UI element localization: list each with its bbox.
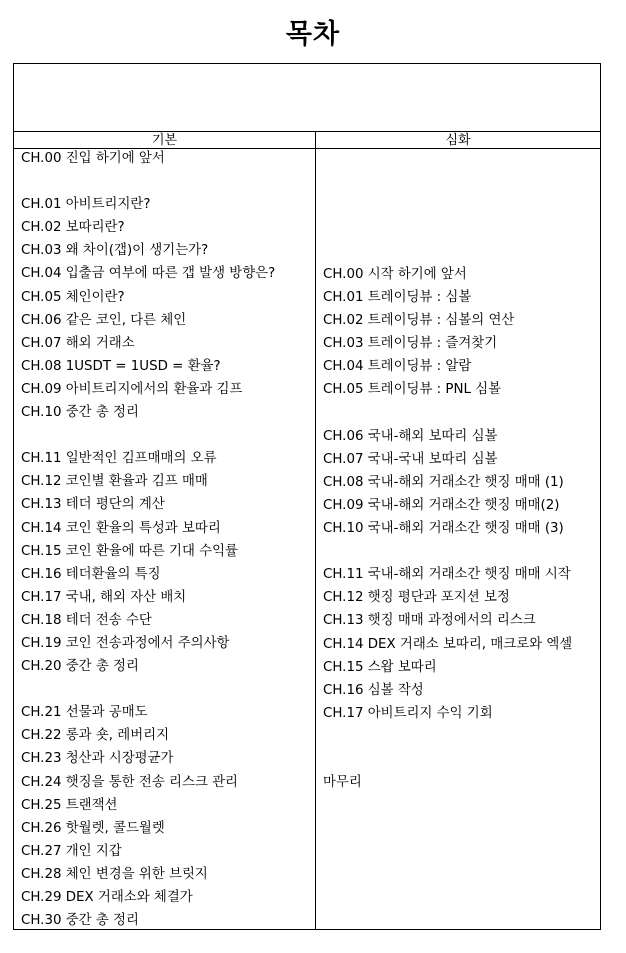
basic-chapter-item: CH.02 보따리란? [21,220,125,236]
basic-chapter-item: CH.05 체인이란? [21,289,125,305]
column-header-basic: 기본 [151,133,178,148]
advanced-chapter-item: CH.14 DEX 거래소 보따리, 매크로와 엑셀 [323,636,573,652]
advanced-chapter-item: CH.11 국내-해외 거래소간 햇징 매매 시작 [323,567,571,583]
blank-row [323,725,572,748]
basic-chapter-item: CH.07 해외 거래소 [21,335,135,351]
advanced-chapter-item: CH.10 국내-해외 거래소간 햇징 매매 (3) [323,521,564,537]
basic-chapter-item: CH.18 테더 전송 수단 [21,612,152,628]
advanced-chapter-item: CH.16 심볼 작성 [323,682,424,698]
advanced-chapter-item: CH.03 트레이딩뷰 : 즐겨찾기 [323,336,498,352]
advanced-chapter-item: CH.17 아비트리지 수익 기회 [323,705,493,721]
blank-row [323,748,572,771]
basic-chapter-item: CH.25 트랜잭션 [21,797,118,813]
advanced-chapter-item: CH.13 햇징 매매 과정에서의 리스크 [323,613,536,629]
advanced-chapter-item: CH.04 트레이딩뷰 : 알람 [323,359,472,375]
basic-chapter-item: CH.30 중간 총 정리 [21,913,139,929]
basic-chapter-item: CH.22 롱과 숏, 레버리지 [21,728,170,744]
column-divider [315,131,316,930]
column-header-advanced: 심화 [445,133,471,148]
basic-chapter-item: CH.20 중간 총 정리 [21,659,139,675]
advanced-chapter-item: CH.01 트레이딩뷰 : 심볼 [323,290,472,306]
basic-chapter-item: CH.27 개인 지갑 [21,843,122,859]
basic-chapter-item: CH.28 체인 변경을 위한 브릿지 [21,866,208,882]
basic-chapter-list [21,147,275,932]
basic-chapter-item: CH.24 햇징을 통한 전송 리스크 관리 [21,774,238,790]
advanced-chapter-item: CH.05 트레이딩뷰 : PNL 심볼 [323,382,502,398]
basic-chapter-item: CH.26 핫월렛, 콜드월렛 [21,820,165,836]
blank-row [323,402,572,425]
basic-chapter-item: CH.03 왜 차이(갭)이 생기는가? [21,243,209,259]
advanced-chapter-item: CH.02 트레이딩뷰 : 심볼의 연산 [323,313,515,329]
basic-chapter-item: CH.19 코인 전송과정에서 주의사항 [21,635,230,651]
basic-chapter-item: CH.29 DEX 거래소와 체결가 [21,890,193,905]
blank-row [323,540,572,563]
basic-chapter-item: CH.00 진입 하기에 앞서 [21,151,165,166]
advanced-chapter-item: CH.07 국내-국내 보따리 심볼 [323,451,498,467]
basic-chapter-item: CH.08 1USDT = 1USD = 환율? [21,358,221,374]
blank-row [21,678,275,701]
blank-row [21,424,275,447]
basic-chapter-item: CH.13 테더 평단의 계산 [21,497,165,513]
basic-chapter-item: CH.23 청산과 시장평균가 [21,751,174,767]
advanced-chapter-item: 마무리 [323,775,362,791]
advanced-chapter-item: CH.15 스왑 보따리 [323,659,437,675]
advanced-chapter-item: CH.00 시작 하기에 앞서 [323,267,467,282]
basic-chapter-item: CH.15 코인 환율에 따른 기대 수익률 [21,543,238,559]
basic-chapter-item: CH.14 코인 환율의 특성과 보따리 [21,520,221,536]
basic-chapter-item: CH.21 선물과 공매도 [21,705,148,721]
basic-chapter-item: CH.17 국내, 해외 자산 배치 [21,589,187,605]
basic-chapter-item: CH.16 테더환율의 특징 [21,566,161,582]
advanced-chapter-item: CH.12 햇징 평단과 포지션 보정 [323,590,510,606]
basic-chapter-item: CH.06 같은 코인, 다른 체인 [21,312,187,328]
advanced-chapter-list [323,263,572,794]
basic-chapter-item: CH.09 아비트리지에서의 환율과 김프 [21,381,243,397]
basic-chapter-item: CH.04 입출금 여부에 따른 갭 발생 방향은? [21,266,276,282]
advanced-chapter-item: CH.09 국내-해외 거래소간 햇징 매매(2) [323,497,560,513]
advanced-chapter-item: CH.08 국내-해외 거래소간 햇징 매매 (1) [323,474,564,490]
basic-chapter-item: CH.11 일반적인 김프매매의 오류 [21,451,217,467]
blank-row [21,170,275,193]
basic-chapter-item: CH.12 코인별 환율과 김프 매매 [21,474,208,490]
basic-chapter-item: CH.01 아비트리지란? [21,197,151,213]
advanced-chapter-item: CH.06 국내-해외 보따리 심볼 [323,428,498,444]
basic-chapter-item: CH.10 중간 총 정리 [21,405,139,421]
page-title: 목차 [285,19,341,50]
